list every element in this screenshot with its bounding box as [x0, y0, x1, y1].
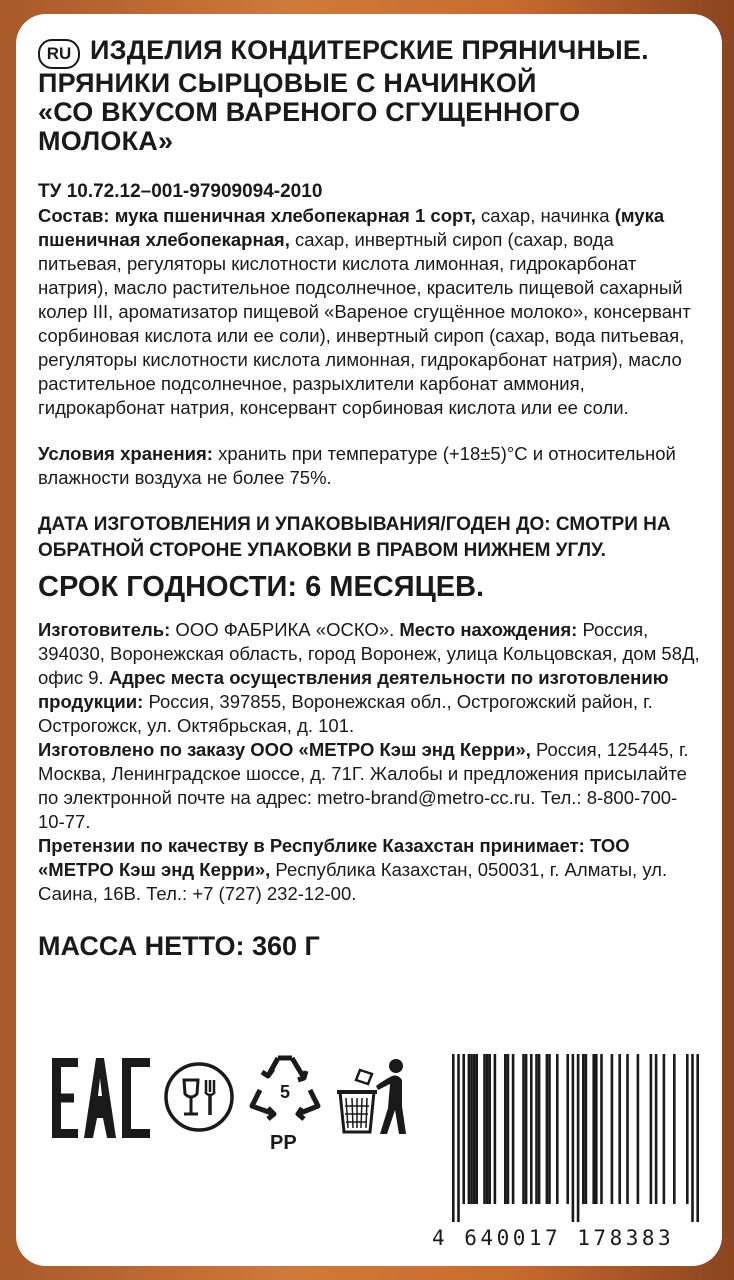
composition-text-2: сахар, инвертный сироп (сахар, вода питьевая, регуляторы кислотности кислота лимонная, гидрокарбонат натрия), масло растительное подсолнечное, краситель пищевой сахарный колер III, ароматизатор пищевой «Вареное сгущённое молоко», консервант сорбиновая кислота или ее соли), инвертный сироп (сахар, вода питьевая, регуляторы кислотности кислота лимонная, гидрокарбонат натрия), масло растительное подсолнечное, разрыхлители карбонат аммония, гидрокарбонат натрия, консервант сорбиновая кислота или ее соли.: [38, 229, 691, 418]
barcode-bar: [686, 1054, 689, 1204]
composition-bold: (мука пшеничная хлебопекарная,: [38, 205, 665, 250]
barcode-bar: [538, 1054, 541, 1204]
barcode-bar: [462, 1054, 465, 1204]
barcode-number: 4 640017 178383: [432, 1226, 675, 1250]
barcode-bar: [452, 1054, 455, 1222]
barcode-bar: [473, 1054, 476, 1204]
title-row: [38, 36, 702, 69]
recycle-code: PP: [270, 1132, 297, 1154]
barcode-bar: [522, 1054, 525, 1204]
location-text: Россия, 394030, Воронежская область, город Воронеж, улица Кольцовская, дом 58Д, офис 9.: [38, 619, 700, 688]
barcode-bar: [611, 1054, 614, 1204]
claims-label: Претензии по качеству в Республике Казахстан принимает: ТОО «МЕТРО Кэш энд Керри»,: [38, 835, 630, 880]
ordered-by-label: Изготовлено по заказу ООО «МЕТРО Кэш энд Керри»,: [38, 739, 531, 760]
barcode: [430, 1054, 700, 1250]
barcode-bar: [457, 1054, 460, 1222]
barcode-bar: [488, 1054, 491, 1204]
barcode-bar: [548, 1054, 551, 1204]
manufacturer-label: Изготовитель:: [38, 619, 171, 640]
barcode-bar: [486, 1054, 489, 1204]
title-line: ИЗДЕЛИЯ КОНДИТЕРСКИЕ ПРЯНИЧНЫЕ.: [90, 35, 649, 65]
barcode-bar: [618, 1054, 621, 1204]
title-line: МОЛОКА»: [38, 126, 174, 156]
label-card: [16, 14, 722, 1266]
composition-text: сахар, начинка: [475, 205, 615, 226]
composition-label: Состав: мука пшеничная хлебопекарная 1 сорт,: [38, 205, 476, 226]
barcode-bar: [470, 1054, 473, 1204]
barcode-bar: [637, 1054, 640, 1204]
barcode-bar: [566, 1054, 569, 1204]
product-title: [90, 36, 649, 65]
barcode-bar: [585, 1054, 588, 1204]
barcode-bar: [673, 1054, 676, 1204]
barcode-bar: [546, 1054, 549, 1204]
eac-icon: [52, 1058, 152, 1138]
barcode-bar: [600, 1054, 603, 1204]
barcode-bar: [468, 1054, 471, 1204]
barcode-bar: [475, 1054, 478, 1204]
barcode-bar: [483, 1054, 486, 1204]
barcode-bar: [556, 1054, 559, 1204]
technical-spec: ТУ 10.72.12–001-97909094-2010: [38, 181, 323, 202]
storage-text: хранить при температуре (+18±5)°С и относительной влажности воздуха не более 75%.: [38, 443, 676, 488]
barcode-bar: [535, 1054, 538, 1204]
barcode-bars: [430, 1054, 700, 1224]
barcode-bar: [512, 1054, 515, 1204]
barcode-bar: [650, 1054, 653, 1204]
barcode-bar: [595, 1054, 598, 1204]
barcode-bar: [577, 1054, 580, 1222]
barcode-bar: [572, 1054, 575, 1222]
barcode-bar: [525, 1054, 528, 1204]
title-line: «СО ВКУСОМ ВАРЕНОГО СГУЩЕННОГО: [38, 97, 581, 127]
composition: [38, 204, 702, 420]
barcode-bar: [691, 1054, 694, 1222]
barcode-bar: [655, 1054, 658, 1204]
manufacturer-name: ООО ФАБРИКА «ОСКО».: [170, 619, 400, 640]
product-title-cont: [38, 69, 702, 156]
barcode-bar: [663, 1054, 666, 1204]
manufacturer-info: [38, 618, 702, 906]
barcode-bar: [530, 1054, 533, 1204]
barcode-bar: [507, 1054, 510, 1204]
location-label: Место нахождения:: [399, 619, 578, 640]
barcode-bar: [626, 1054, 629, 1204]
ordered-by-text: Россия, 125445, г. Москва, Ленинградское шоссе, д. 71Г. Жалобы и предложения присылайте по электронной почте на адрес: metro-brand@metro-cc.ru. Тел.: 8-800-700-10-77.: [38, 739, 689, 832]
recycle-number: 5: [279, 1082, 291, 1102]
storage-conditions: [38, 442, 702, 490]
barcode-bar: [504, 1054, 507, 1204]
title-line: ПРЯНИКИ СЫРЦОВЫЕ С НАЧИНКОЙ: [38, 68, 537, 98]
net-mass: МАССА НЕТТО: 360 Г: [38, 931, 320, 961]
production-address-text: Россия, 397855, Воронежская обл., Острогожский район, г. Острогожск, ул. Октябрьская, д. 101.: [38, 691, 653, 736]
barcode-bar: [494, 1054, 497, 1204]
marking-icons: [52, 1050, 432, 1160]
language-badge: RU: [38, 39, 80, 69]
label-text: [38, 36, 702, 962]
storage-label: Условия хранения:: [38, 443, 213, 464]
claims-text: Республика Казахстан, 050031, г. Алматы, ул. Саина, 16В. Тел.: +7 (727) 232-12-00.: [38, 859, 668, 904]
recycle-icon: [248, 1050, 322, 1124]
shelf-life: СРОК ГОДНОСТИ: 6 МЕСЯЦЕВ.: [38, 571, 485, 603]
barcode-bar: [696, 1054, 699, 1222]
barcode-bar: [582, 1054, 585, 1204]
date-note: ДАТА ИЗГОТОВЛЕНИЯ И УПАКОВЫВАНИЯ/ГОДЕН ДО: СМОТРИ НА ОБРАТНОЙ СТОРОНЕ УПАКОВКИ В ПРАВОМ НИЖНЕМ УГЛУ.: [38, 514, 671, 561]
tidyman-icon: [332, 1056, 412, 1136]
production-address-label: Адрес места осуществления деятельности по изготовлению продукции:: [38, 667, 669, 712]
food-contact-icon: [162, 1060, 236, 1134]
barcode-bar: [592, 1054, 595, 1204]
